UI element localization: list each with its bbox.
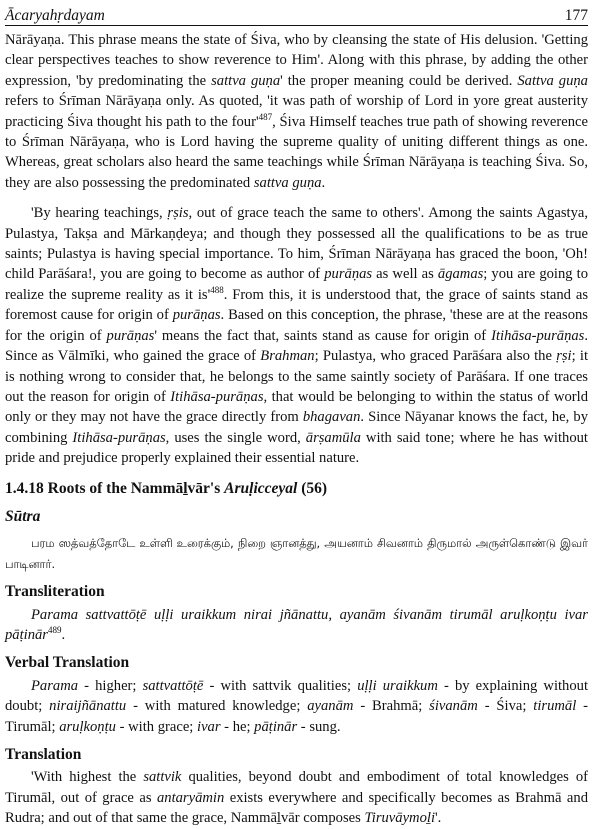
section-heading: 1.4.18 Roots of the Nammāḻvār's Aruḷicceyal (56) (5, 479, 328, 497)
running-title: Ācaryahṛdayam (5, 7, 105, 24)
footnote-ref-489: 489 (47, 625, 62, 636)
paragraph-saints: 'By hearing teachings, ṛṣis, out of grace teach the same to others'. Among the saints Agastya, Pulastya, Takṣa and Mārkaṇḍeya; and though they possessed all the qualifications to be as true saints; Pulastya is having special importance. To him, Śrīman Nārāyaṇa has graced the boon, 'Oh! child Parāśara!, you are going to become as author of purāṇas as well as āgamas; you are going to realize the supreme reality as it $is'^{488}$. From this, it is understood that, the grace of saints stand as foremost cause for origin of purāṇas. Based on this conception, the phrase, 'these are at the reasons for the origin of purāṇas' means the fact that, saints stand as cause for origin of Itihāsa-purāṇas. Since as Vālmīki, who gained the grace of Brahman; Pulastya, who graced Parāśara also the ṛṣi; it is nothing wrong to consider that, he belongs to the same saintly society of Parāśara. If one traces out the reason for origin of Itihāsa-purāṇas, that would be belonging to within the status of world only or they may not have the grace directly from bhagavan. Since Nāyanar knows the fact, he, by combining Itihāsa-purāṇas, uses the single word, ārṣamūla with said tone; where he has without pride and prejudice properly explained their essential nature. (5, 205, 589, 467)
paragraph-continuation: Nārāyaṇa. This phrase means the state of Śiva, who by cleansing the state of His delusion. 'Getting clear perspectives teaches to show reverence to Him'. Along with this phrase, by adding the other expression, 'by predominating the sattva guṇa' the proper meaning could be derived. Sattva guṇa refers to Śrīman Nārāyaṇa only. As quoted, 'it was path of worship of Lord in yore great austerity practicing Śiva thought his path to the $four'^{487}$, Śiva Himself teaches true path of showing reverence to Śrīman Nārāyaṇa, who is Lord having the supreme quality of uniting different things as one. Whereas, great scholars also heard the same teachings while Śrīman Nārāyaṇa is teaching Śiva. So, they are also possessing the predominated sattva guṇa. (5, 32, 588, 191)
transliteration-text: Parama sattvattōṭē uḷḷi uraikkum nirai jñānattu, ayanām śivanām tirumāl aruḷkoṇṭu ivar pāṭinār$^{489}$. (5, 606, 588, 643)
verbal-translation-heading: Verbal Translation (5, 654, 130, 672)
footnote-ref-488: 488 (210, 285, 224, 296)
running-header (5, 3, 588, 26)
transliteration-heading: Transliteration (5, 583, 105, 601)
footnote-ref-487: 487 (258, 111, 273, 122)
verbal-translation-text: Parama - higher; sattvattōṭē - with sattvik qualities; uḷḷi uraikkum - by explaining without doubt; niraijñānattu - with matured knowledge; ayanām - Brahmā; śivanām - Śiva; tirumāl - Tirumāl; aruḷkoṇṭu - with grace; ivar - he; pāṭinār - sung. (5, 677, 589, 735)
translation-heading: Translation (5, 746, 82, 763)
sutra-tamil-text: பரம ஸத்வத்தோடே உள்ளி உரைக்கும், நிறை ஞானத்து, அயனாம் சிவனாம் திருமால் அருள்கொண்டு இவர் பாடினார். (5, 536, 588, 571)
page-body (5, 30, 588, 829)
sutra-heading: Sūtra (5, 507, 41, 525)
translation-text: 'With highest the sattvik qualities, beyond doubt and embodiment of total knowledges of Tirumāl, out of grace as antaryāmin exists everywhere and specifically becomes as Brahmā and Rudra; and out of that same the grace, Nammāḻvār composes Tiruvāymoḻi'. (5, 769, 589, 827)
page-number: 177 (564, 7, 588, 24)
